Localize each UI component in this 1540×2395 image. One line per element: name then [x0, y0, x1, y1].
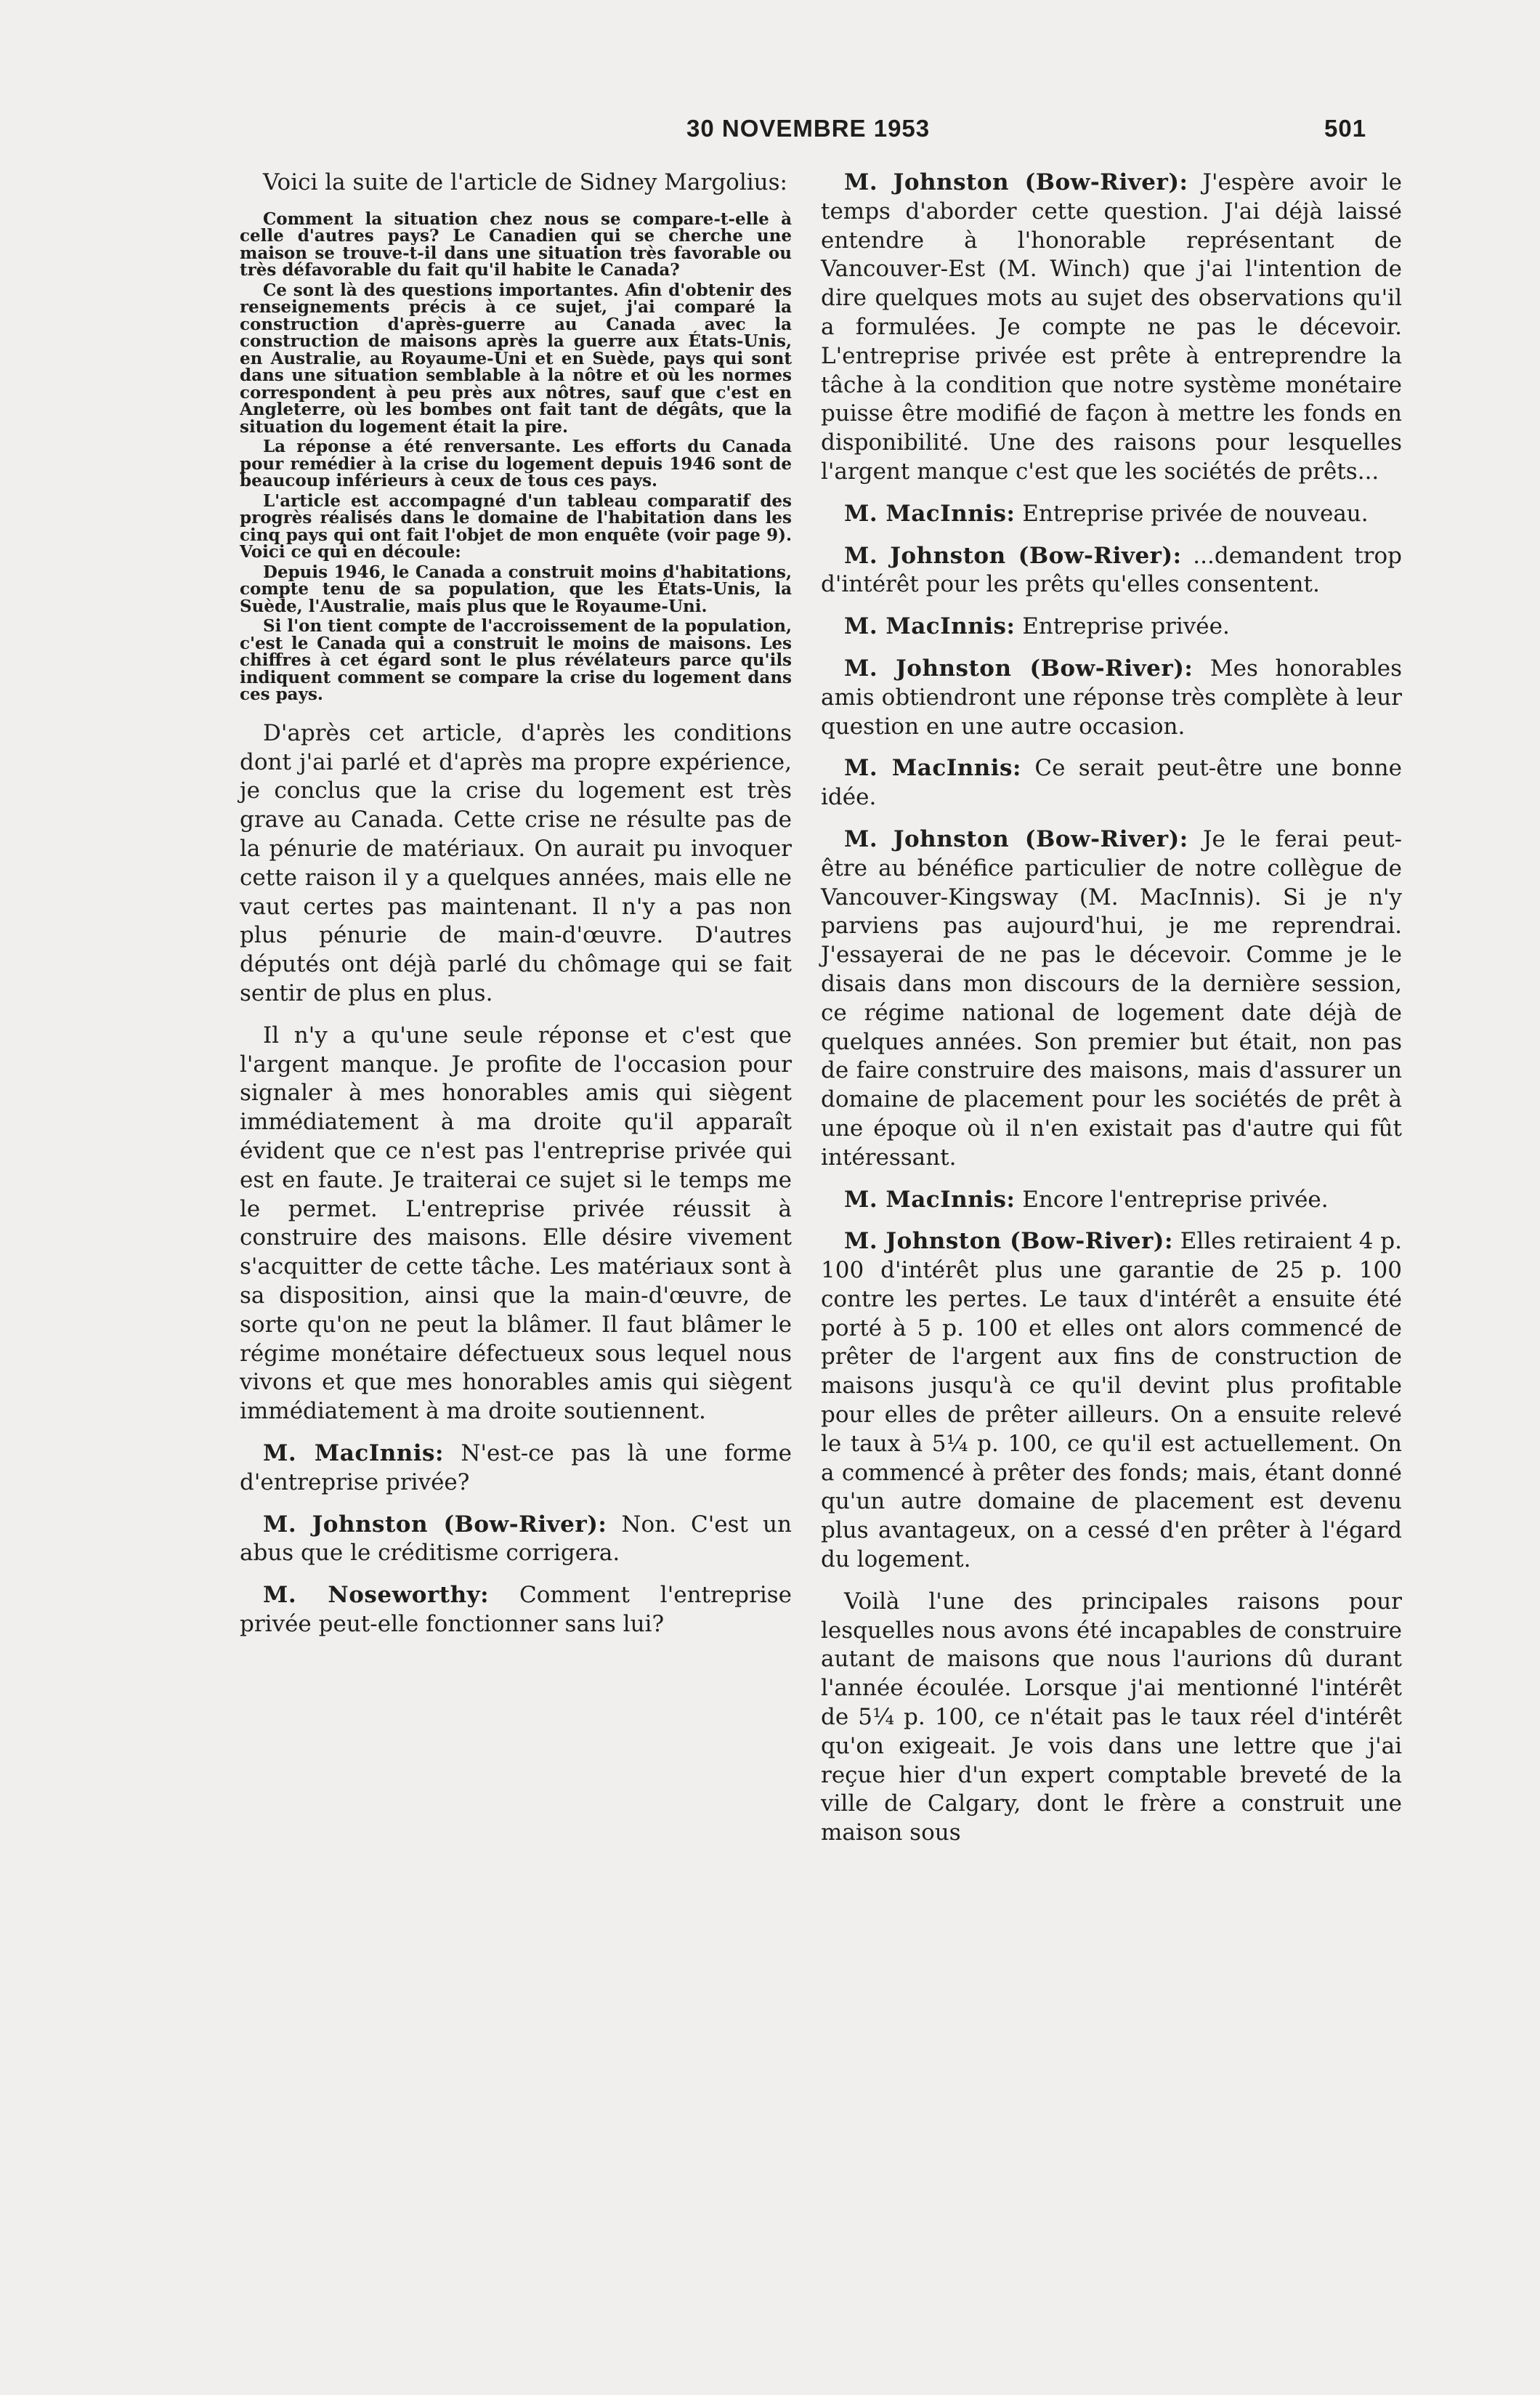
left-column [240, 169, 792, 1652]
speech-paragraph [821, 169, 1402, 487]
quote-paragraph: L'article est accompagné d'un tableau comparatif des progrès réalisés dans le domaine de l'habitation dans les cinq pays qui ont fait l'objet de mon enquête (voir page 9). Voici ce qui en découle: [240, 490, 792, 562]
speech-paragraph [821, 754, 1402, 812]
speech-text: ...demandent trop d'intérêt pour les prêts qu'elles consentent. [821, 542, 1402, 598]
speaker-name: M. Johnston (Bow-River): [844, 169, 1188, 195]
speaker-name: M. Johnston (Bow-River): [844, 655, 1194, 682]
speaker-name: M. MacInnis: [844, 613, 1016, 640]
speech-paragraph [240, 1439, 792, 1498]
speaker-name: M. MacInnis: [263, 1439, 444, 1466]
quote-paragraph: La réponse a été renversante. Les efforts du Canada pour remédier à la crise du logement depuis 1946 sont de beaucoup inférieurs à ceux de tous ces pays. [240, 437, 792, 491]
body-paragraph: Voilà l'une des principales raisons pour lesquelles nous avons été incapables de construire autant de maisons que nous l'aurions dû durant l'année écoulée. Lorsque j'ai mentionné l'intérêt de 5¼ p. 100, ce n'était pas le taux réel d'intérêt qu'on exigeait. Je vois dans une lettre que j'ai reçue hier d'un expert comptable breveté de la ville de Calgary, dont le frère a construit une maison sous [821, 1588, 1402, 1846]
running-header [0, 109, 1540, 153]
speaker-name: M. Johnston (Bow-River): [844, 1228, 1173, 1255]
page-number: 501 [1324, 115, 1367, 142]
speech-paragraph [240, 1581, 792, 1639]
speech-paragraph [240, 1511, 792, 1569]
intro-paragraph: Voici la suite de l'article de Sidney Margolius: [263, 169, 787, 195]
right-column [821, 169, 1402, 1861]
speaker-name: M. Johnston (Bow-River): [263, 1511, 607, 1538]
header-date: 30 NOVEMBRE 1953 [686, 115, 931, 142]
speech-text: Je le ferai peut-être au bénéfice particulier de notre collègue de Vancouver-Kingsway (M. MacInnis). Si je n'y parviens pas aujourd'hui, je me reprendrai. J'essayerai de ne pas le décevoir. Comme je le disais dans mon discours de la dernière session, ce régime national de logement date déjà de quelques années. Son premier but était, non pas de faire construire des maisons, mais d'assurer un domaine de placement pour les sociétés de prêt à une époque où il n'en existait pas d'autre qui fût intéressant. [821, 825, 1403, 1171]
speaker-name: M. MacInnis: [844, 1186, 1016, 1213]
speech-text: Encore l'entreprise privée. [1015, 1186, 1329, 1213]
quote-paragraph: Si l'on tient compte de l'accroissement de la population, c'est le Canada qui a construit le moins de maisons. Les chiffres à cet égard sont le plus révélateurs parce qu'ils indiquent comment se compare la crise du logement dans ces pays. [240, 616, 792, 705]
speech-text: J'espère avoir le temps d'aborder cette question. J'ai déjà laissé entendre à l'honorable représentant de Vancouver-Est (M. Winch) que j'ai l'intention de dire quelques mots au sujet des observations qu'il a formulées. Je compte ne pas le décevoir. L'entreprise privée est prête à entreprendre la tâche à la condition que notre système monétaire puisse être modifié de façon à mettre les fonds en disponibilité. Une des raisons pour lesquelles l'argent manque c'est que les sociétés de prêts... [821, 169, 1402, 485]
speech-paragraph [821, 1227, 1402, 1575]
speech-text: Comment l'entreprise privée peut-elle fonctionner sans lui? [240, 1582, 792, 1637]
quoted-article [240, 211, 792, 703]
speech-paragraph [821, 825, 1402, 1173]
speech-paragraph [821, 655, 1402, 741]
body-paragraph: D'après cet article, d'après les conditions dont j'ai parlé et d'après ma propre expérience, je conclus que la crise du logement est très grave au Canada. Cette crise ne résulte pas de la pénurie de matériaux. On aurait pu invoquer cette raison il y a quelques années, mais elle ne vaut certes pas maintenant. Il n'y a pas non plus pénurie de main-d'œuvre. D'autres députés ont déjà parlé du chômage qui se fait sentir de plus en plus. [240, 719, 792, 1006]
speech-text: Entreprise privée de nouveau. [1015, 500, 1369, 527]
quote-paragraph: Depuis 1946, le Canada a construit moins d'habitations, compte tenu de sa population, que les États-Unis, la Suède, l'Australie, mais plus que le Royaume-Uni. [240, 562, 792, 616]
quote-paragraph: Comment la situation chez nous se compare-t-elle à celle d'autres pays? Le Canadien qui se cherche une maison se trouve-t-il dans une situation très favorable ou très défavorable du fait qu'il habite le Canada? [240, 209, 792, 280]
speech-text: Entreprise privée. [1015, 613, 1230, 640]
speech-text: Non. C'est un abus que le créditisme corrigera. [240, 1511, 792, 1567]
speech-text: Mes honorables amis obtiendront une réponse très complète à leur question en une autre occasion. [821, 655, 1403, 740]
speech-paragraph [821, 1186, 1402, 1215]
speaker-name: M. MacInnis: [844, 755, 1021, 782]
speech-paragraph [821, 500, 1402, 529]
speaker-name: M. Johnston (Bow-River): [844, 825, 1188, 852]
speech-paragraph [821, 613, 1402, 642]
speech-text: N'est-ce pas là une forme d'entreprise privée? [240, 1439, 792, 1495]
body-paragraph: Il n'y a qu'une seule réponse et c'est que l'argent manque. Je profite de l'occasion pour signaler à mes honorables amis qui siègent immédiatement à ma droite qu'il apparaît évident que ce n'est pas l'entreprise privée qui est en faute. Je traiterai ce sujet si le temps me le permet. L'entreprise privée réussit à construire des maisons. Elle désire vivement s'acquitter de cette tâche. Les matériaux sont à sa disposition, ainsi que la main-d'œuvre, de sorte qu'on ne peut la blâmer. Il faut blâmer le régime monétaire défectueux sous lequel nous vivons et que mes honorables amis qui siègent immédiatement à ma droite soutiennent. [240, 1022, 792, 1425]
speech-paragraph [821, 542, 1402, 600]
speech-text: Elles retiraient 4 p. 100 d'intérêt plus une garantie de 25 p. 100 contre les pertes. Le taux d'intérêt a ensuite été porté à 5 p. 100 et elles ont alors commencé de prêter de l'argent aux fins de construction de maisons jusqu'à ce qu'il devint plus profitable pour elles de prêter ailleurs. On a ensuite relevé le taux à 5¼ p. 100, ce qu'il est actuellement. On a commencé à prêter des fonds; mais, étant donné qu'un autre domaine de placement est devenu plus avantageux, on a cessé d'en prêter à l'égard du logement. [821, 1228, 1402, 1573]
speaker-name: M. MacInnis: [844, 500, 1016, 527]
quote-paragraph: Ce sont là des questions importantes. Afin d'obtenir des renseignements précis à ce sujet, j'ai comparé la construction d'après-guerre au Canada avec la construction de maisons après la guerre aux États-Unis, en Australie, au Royaume-Uni et en Suède, pays qui sont dans une situation semblable à la nôtre et où les normes correspondent à peu près aux nôtres, sauf que c'est en Angleterre, où les bombes ont fait tant de dégâts, que la situation du logement était la pire. [240, 280, 792, 437]
speaker-name: M. Johnston (Bow-River): [844, 542, 1182, 569]
speaker-name: M. Noseworthy: [263, 1582, 490, 1609]
speech-text: Ce serait peut-être une bonne idée. [821, 755, 1402, 811]
